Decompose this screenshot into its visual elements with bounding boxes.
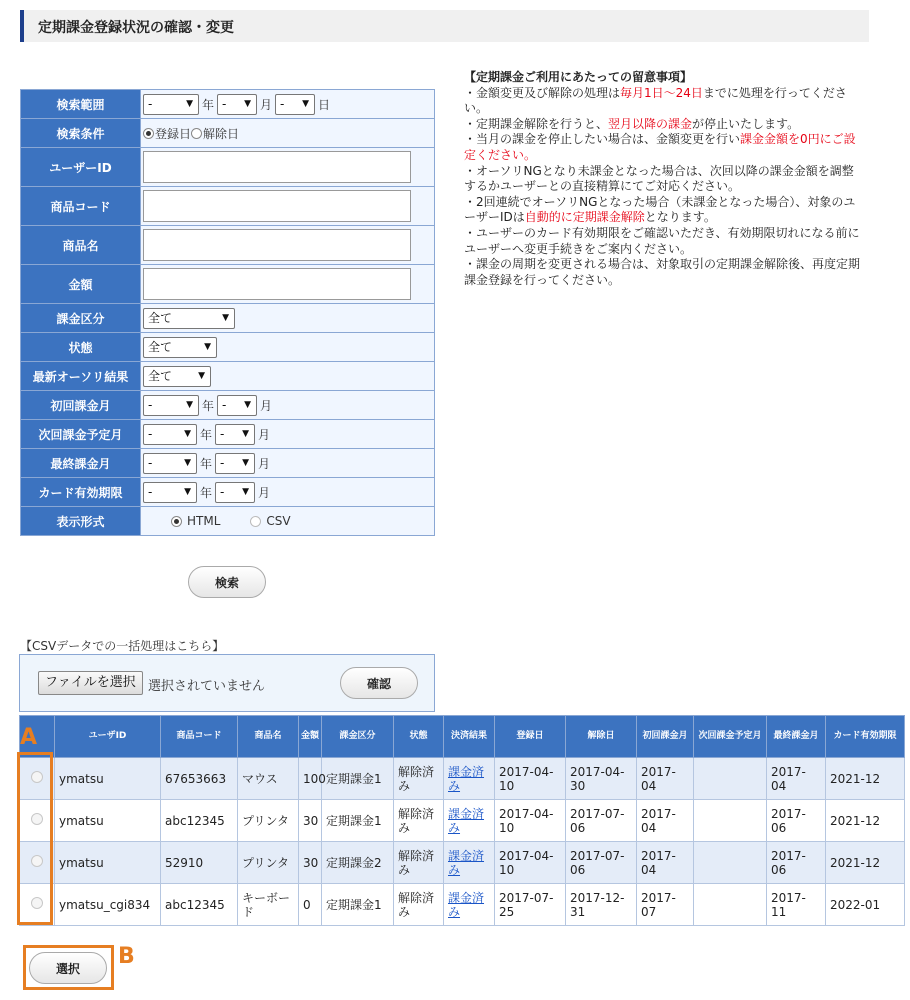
day-unit: 日 xyxy=(318,97,331,112)
chevron-down-icon: ▼ xyxy=(222,312,229,323)
payment-result-link[interactable]: 課金済み xyxy=(448,764,485,793)
chevron-down-icon: ▼ xyxy=(242,428,250,439)
next-month-select[interactable]: - ▼ xyxy=(215,424,255,445)
cell-first-month: 2017-04 xyxy=(637,758,694,800)
note-item: ・金額変更及び解除の処理は毎月1日～24日までに処理を行ってください。 xyxy=(464,85,847,116)
cell-product-name: キーボード xyxy=(238,884,299,926)
product-name-input[interactable] xyxy=(143,229,411,261)
row-user-id xyxy=(21,148,435,187)
cell-last-month: 2017-06 xyxy=(767,800,826,842)
condition-cancel-label: 解除日 xyxy=(203,126,240,141)
confirm-button[interactable]: 確認 xyxy=(340,667,418,699)
note-item: ・2回連続でオーソリNGとなった場合（未課金となった場合）、対象のユーザーIDは自動的に定期課金解除となります。 xyxy=(464,194,856,225)
chevron-down-icon: ▼ xyxy=(244,399,252,410)
cell-cancel-date: 2017-07-06 xyxy=(566,842,637,884)
payment-result-link[interactable]: 課金済み xyxy=(448,890,485,919)
cell-first-month: 2017-04 xyxy=(637,800,694,842)
cell-card-expiry: 2021-12 xyxy=(826,758,905,800)
cell-product-name: プリンタ xyxy=(238,800,299,842)
auth-result-select[interactable]: 全て ▼ xyxy=(143,366,211,387)
notes-panel xyxy=(464,70,862,288)
col-last-month: 最終課金月 xyxy=(767,716,826,758)
cell-register-date: 2017-07-25 xyxy=(495,884,566,926)
label-first-month: 初回課金月 xyxy=(21,391,141,420)
chevron-down-icon: ▼ xyxy=(184,428,191,439)
page-header xyxy=(20,10,869,42)
chevron-down-icon: ▼ xyxy=(198,370,205,381)
expiry-month-select[interactable]: - ▼ xyxy=(215,482,255,503)
cell-first-month: 2017-04 xyxy=(637,842,694,884)
cell-register-date: 2017-04-10 xyxy=(495,758,566,800)
row-search-range xyxy=(21,90,435,119)
col-register-date: 登録日 xyxy=(495,716,566,758)
row-first-month xyxy=(21,391,435,420)
table-row xyxy=(20,842,905,884)
table-row xyxy=(20,800,905,842)
cell-status: 解除済み xyxy=(394,758,444,800)
label-next-month: 次回課金予定月 xyxy=(21,420,141,449)
col-payment-result: 決済結果 xyxy=(444,716,495,758)
month-unit: 月 xyxy=(260,398,273,413)
payment-result-link[interactable]: 課金済み xyxy=(448,848,485,877)
year-unit: 年 xyxy=(200,485,213,500)
product-code-input[interactable] xyxy=(143,190,411,222)
select-button[interactable]: 選択 xyxy=(29,952,107,984)
label-product-name: 商品名 xyxy=(21,226,141,265)
chevron-down-icon: ▼ xyxy=(242,457,250,468)
cell-next-month xyxy=(694,800,767,842)
col-cancel-date: 解除日 xyxy=(566,716,637,758)
file-select-button[interactable]: ファイルを選択 xyxy=(38,671,143,695)
cell-product-code: 67653663 xyxy=(161,758,238,800)
note-item: ・当月の課金を停止したい場合は、金額変更を行い課金金額を0円にご設定ください。 xyxy=(464,132,856,162)
year-unit: 年 xyxy=(202,398,215,413)
row-next-month xyxy=(21,420,435,449)
label-product-code: 商品コード xyxy=(21,187,141,226)
cell-next-month xyxy=(694,758,767,800)
col-first-month: 初回課金月 xyxy=(637,716,694,758)
col-product-code: 商品コード xyxy=(161,716,238,758)
cell-register-date: 2017-04-10 xyxy=(495,842,566,884)
cell-user-id: ymatsu xyxy=(55,758,161,800)
cell-user-id: ymatsu xyxy=(55,842,161,884)
label-display-format: 表示形式 xyxy=(21,507,141,536)
chevron-down-icon: ▼ xyxy=(302,98,310,109)
row-card-expiry xyxy=(21,478,435,507)
cell-product-name: プリンタ xyxy=(238,842,299,884)
first-year-select[interactable]: - ▼ xyxy=(143,395,199,416)
cell-billing-type: 定期課金1 xyxy=(322,884,394,926)
search-form xyxy=(20,89,435,536)
first-month-select[interactable]: - ▼ xyxy=(217,395,257,416)
cell-user-id: ymatsu xyxy=(55,800,161,842)
col-card-expiry: カード有効期限 xyxy=(826,716,905,758)
cell-card-expiry: 2022-01 xyxy=(826,884,905,926)
condition-cancel-radio[interactable] xyxy=(191,128,202,139)
expiry-year-select[interactable]: - ▼ xyxy=(143,482,197,503)
row-product-name xyxy=(21,226,435,265)
cell-status: 解除済み xyxy=(394,800,444,842)
format-html-label: HTML xyxy=(187,514,221,529)
cell-amount: 30 xyxy=(299,800,322,842)
year-unit: 年 xyxy=(200,456,213,471)
month-unit: 月 xyxy=(258,456,271,471)
cell-next-month xyxy=(694,884,767,926)
cell-billing-type: 定期課金1 xyxy=(322,758,394,800)
annotation-label-a: A xyxy=(20,725,38,750)
chevron-down-icon: ▼ xyxy=(244,98,252,109)
table-row xyxy=(20,758,905,800)
cell-last-month: 2017-06 xyxy=(767,842,826,884)
note-item: ・オーソリNGとなり未課金となった場合は、次回以降の課金金額を調整するかユーザーとの直接精算にてご対応ください。 xyxy=(464,163,854,194)
cell-amount: 30 xyxy=(299,842,322,884)
format-csv-radio[interactable] xyxy=(250,516,261,527)
results-header-row xyxy=(20,716,905,758)
month-unit: 月 xyxy=(260,97,273,112)
format-csv-label: CSV xyxy=(266,514,291,529)
label-last-month: 最終課金月 xyxy=(21,449,141,478)
year-unit: 年 xyxy=(200,427,213,442)
chevron-down-icon: ▼ xyxy=(186,98,193,109)
results-table xyxy=(19,715,905,926)
label-status: 状態 xyxy=(21,333,141,362)
row-status xyxy=(21,333,435,362)
cell-billing-type: 定期課金1 xyxy=(322,800,394,842)
label-billing-type: 課金区分 xyxy=(21,304,141,333)
cell-amount: 100 xyxy=(299,758,322,800)
col-product-name: 商品名 xyxy=(238,716,299,758)
cell-first-month: 2017-07 xyxy=(637,884,694,926)
row-last-month xyxy=(21,449,435,478)
chevron-down-icon: ▼ xyxy=(204,341,211,352)
cell-cancel-date: 2017-04-30 xyxy=(566,758,637,800)
payment-result-link[interactable]: 課金済み xyxy=(448,806,485,835)
label-user-id: ユーザーID xyxy=(21,148,141,187)
month-unit: 月 xyxy=(258,427,271,442)
note-item: ・定期課金解除を行うと、翌月以降の課金が停止いたします。 xyxy=(464,116,800,131)
col-billing-type: 課金区分 xyxy=(322,716,394,758)
cell-product-code: 52910 xyxy=(161,842,238,884)
cell-card-expiry: 2021-12 xyxy=(826,842,905,884)
last-year-select[interactable]: - ▼ xyxy=(143,453,197,474)
month-unit: 月 xyxy=(258,485,271,500)
row-display-format xyxy=(21,507,435,536)
cell-last-month: 2017-04 xyxy=(767,758,826,800)
range-day-select[interactable]: - ▼ xyxy=(275,94,315,115)
csv-title: 【CSVデータでの一括処理はこちら】 xyxy=(20,639,225,653)
label-card-expiry: カード有効期限 xyxy=(21,478,141,507)
condition-register-radio[interactable] xyxy=(143,128,154,139)
year-unit: 年 xyxy=(202,97,215,112)
next-year-select[interactable]: - ▼ xyxy=(143,424,197,445)
row-search-condition xyxy=(21,119,435,148)
condition-register-label: 登録日 xyxy=(155,126,192,141)
cell-last-month: 2017-11 xyxy=(767,884,826,926)
chevron-down-icon: ▼ xyxy=(184,486,191,497)
cell-register-date: 2017-04-10 xyxy=(495,800,566,842)
row-billing-type xyxy=(21,304,435,333)
col-user-id: ユーザID xyxy=(55,716,161,758)
table-row xyxy=(20,884,905,926)
label-search-range: 検索範囲 xyxy=(21,90,141,119)
cell-user-id: ymatsu_cgi834 xyxy=(55,884,161,926)
row-product-code xyxy=(21,187,435,226)
notes-title: 【定期課金ご利用にあたっての留意事項】 xyxy=(464,70,693,84)
search-button[interactable]: 検索 xyxy=(188,566,266,598)
page-title: 定期課金登録状況の確認・変更 xyxy=(38,20,234,36)
col-next-month: 次回課金予定月 xyxy=(694,716,767,758)
annotation-label-b: B xyxy=(118,944,135,969)
cell-status: 解除済み xyxy=(394,884,444,926)
cell-cancel-date: 2017-07-06 xyxy=(566,800,637,842)
range-year-select[interactable]: - ▼ xyxy=(143,94,199,115)
cell-status: 解除済み xyxy=(394,842,444,884)
cell-next-month xyxy=(694,842,767,884)
chevron-down-icon: ▼ xyxy=(242,486,250,497)
chevron-down-icon: ▼ xyxy=(184,457,191,468)
user-id-input[interactable] xyxy=(143,151,411,183)
note-item: ・ユーザーのカード有効期限をご確認いただき、有効期限切れになる前にユーザーへ変更手続きをご案内ください。 xyxy=(464,225,860,256)
cell-billing-type: 定期課金2 xyxy=(322,842,394,884)
billing-type-select[interactable]: 全て ▼ xyxy=(143,308,235,329)
label-auth-result: 最新オーソリ結果 xyxy=(21,362,141,391)
cell-product-name: マウス xyxy=(238,758,299,800)
note-item: ・課金の周期を変更される場合は、対象取引の定期課金解除後、再度定期課金登録を行ってください。 xyxy=(464,257,861,287)
col-amount: 金額 xyxy=(299,716,322,758)
label-search-condition: 検索条件 xyxy=(21,119,141,148)
cell-cancel-date: 2017-12-31 xyxy=(566,884,637,926)
cell-product-code: abc12345 xyxy=(161,884,238,926)
label-amount: 金額 xyxy=(21,265,141,304)
csv-upload-box xyxy=(19,654,435,712)
chevron-down-icon: ▼ xyxy=(186,399,193,410)
range-month-select[interactable]: - ▼ xyxy=(217,94,257,115)
cell-product-code: abc12345 xyxy=(161,800,238,842)
row-auth-result xyxy=(21,362,435,391)
format-html-radio[interactable] xyxy=(171,516,182,527)
last-month-select[interactable]: - ▼ xyxy=(215,453,255,474)
col-status: 状態 xyxy=(394,716,444,758)
cell-card-expiry: 2021-12 xyxy=(826,800,905,842)
row-amount xyxy=(21,265,435,304)
annotation-box-a xyxy=(17,752,53,925)
amount-input[interactable] xyxy=(143,268,411,300)
status-select[interactable]: 全て ▼ xyxy=(143,337,217,358)
cell-amount: 0 xyxy=(299,884,322,926)
annotation-box-b xyxy=(23,945,114,990)
file-status: 選択されていません xyxy=(148,679,266,694)
